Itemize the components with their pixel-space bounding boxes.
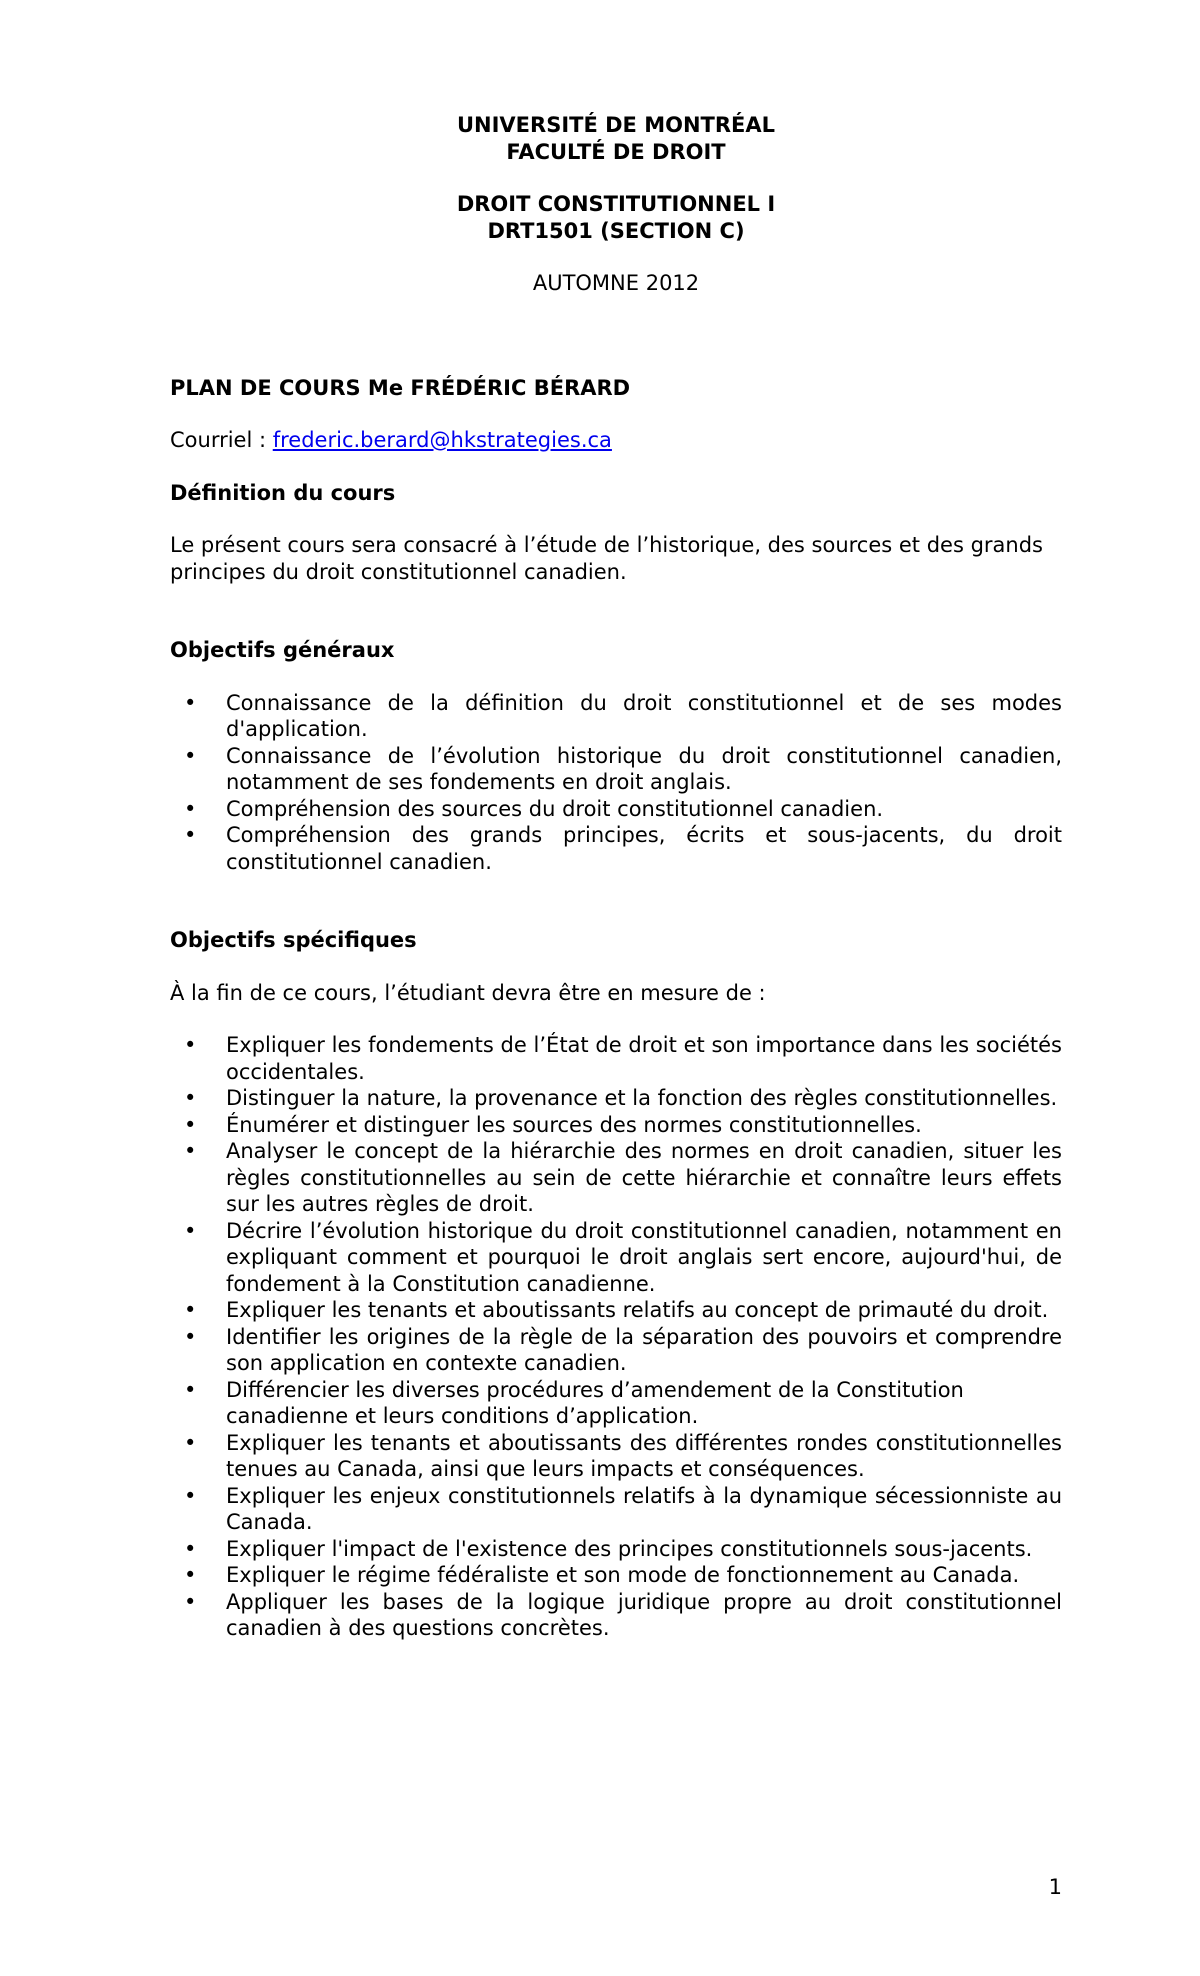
faculty-name: FACULTÉ DE DROIT	[506, 139, 726, 164]
course-title: DROIT CONSTITUTIONNEL I	[456, 192, 776, 216]
general-objectives-heading: Objectifs généraux	[170, 638, 395, 662]
list-item: • Décrire l’évolution historique du droit constitutionnel canadien, notamment en expliquant comment et pourquoi le droit anglais sert encore, aujourd'hui, de fondement à la Constitution canadienne.	[184, 1218, 1062, 1296]
list-item: • Énumérer et distinguer les sources des normes constitutionnelles.	[184, 1112, 922, 1137]
bullet-icon: •	[184, 1483, 197, 1508]
list-item: • Différencier les diverses procédures d’amendement de la Constitution canadienne et leurs conditions d’application.	[184, 1377, 984, 1428]
plan-title: PLAN DE COURS Me FRÉDÉRIC BÉRARD	[170, 375, 631, 400]
list-item: • Expliquer les fondements de l’État de droit et son importance dans les sociétés occidentales.	[184, 1033, 1062, 1084]
list-item: • Distinguer la nature, la provenance et la fonction des règles constitutionnelles.	[184, 1086, 1058, 1110]
email-link[interactable]: frederic.berard@hkstrategies.ca	[272, 428, 612, 452]
definition-text: Le présent cours sera consacré à l’étude de l’historique, des sources et des grands principes du droit constitutionnel canadien.	[170, 533, 1043, 584]
list-item: • Expliquer le régime fédéraliste et son mode de fonctionnement au Canada.	[184, 1563, 1020, 1587]
list-item: • Compréhension des grands principes, écrits et sous-jacents, du droit constitutionnel canadien.	[184, 823, 1062, 874]
list-item: • Expliquer les enjeux constitutionnels relatifs à la dynamique sécessionniste au Canada.	[184, 1483, 1062, 1534]
bullet-icon: •	[184, 690, 197, 715]
list-item: • Connaissance de l’évolution historique du droit constitutionnel canadien, notamment de ses fondements en droit anglais.	[184, 743, 1062, 794]
course-code: DRT1501 (SECTION C)	[487, 218, 745, 243]
list-item: • Compréhension des sources du droit constitutionnel canadien.	[184, 796, 884, 821]
list-item: • Connaissance de la définition du droit constitutionnel et de ses modes d'application.	[184, 690, 1062, 741]
email-line	[170, 427, 1062, 454]
bullet-icon: •	[184, 1033, 197, 1057]
bullet-icon: •	[184, 1377, 197, 1402]
bullet-icon: •	[184, 1563, 197, 1587]
general-objectives-list	[170, 690, 1062, 876]
term: AUTOMNE 2012	[532, 271, 700, 295]
bullet-icon: •	[184, 823, 197, 847]
email-label: Courriel :	[170, 428, 273, 452]
bullet-icon: •	[184, 1536, 197, 1561]
list-item: • Expliquer les tenants et aboutissants des différentes rondes constitutionnelles tenues au Canada, ainsi que leurs impacts et conséquences.	[184, 1430, 1062, 1481]
specific-objectives-intro: À la fin de ce cours, l’étudiant devra être en mesure de :	[170, 980, 766, 1005]
bullet-icon: •	[184, 1218, 197, 1243]
list-item: • Identifier les origines de la règle de la séparation des pouvoirs et comprendre son application en contexte canadien.	[184, 1324, 1062, 1375]
university-name: UNIVERSITÉ DE MONTRÉAL	[456, 113, 775, 137]
list-item: • Analyser le concept de la hiérarchie des normes en droit canadien, situer les règles constitutionnelles au sein de cette hiérarchie et connaître leurs effets sur les autres règles de droit.	[184, 1139, 1062, 1216]
bullet-icon: •	[184, 1589, 197, 1614]
bullet-icon: •	[184, 1430, 197, 1455]
page-number: 1	[1048, 1875, 1062, 1899]
specific-objectives-list	[170, 1032, 1062, 1642]
bullet-icon: •	[184, 1298, 197, 1322]
specific-objectives-heading: Objectifs spécifiques	[170, 928, 417, 952]
list-item: • Expliquer l'impact de l'existence des principes constitutionnels sous-jacents.	[184, 1536, 1033, 1561]
definition-heading: Définition du cours	[170, 480, 396, 505]
list-item: • Expliquer les tenants et aboutissants relatifs au concept de primauté du droit.	[184, 1298, 1049, 1322]
bullet-icon: •	[184, 1139, 197, 1163]
bullet-icon: •	[184, 1086, 197, 1110]
bullet-icon: •	[184, 1324, 197, 1349]
bullet-icon: •	[184, 743, 197, 768]
bullet-icon: •	[184, 1112, 197, 1137]
bullet-icon: •	[184, 796, 197, 821]
list-item: • Appliquer les bases de la logique juridique propre au droit constitutionnel canadien à des questions concrètes.	[184, 1589, 1062, 1640]
page-content	[170, 112, 1062, 1642]
